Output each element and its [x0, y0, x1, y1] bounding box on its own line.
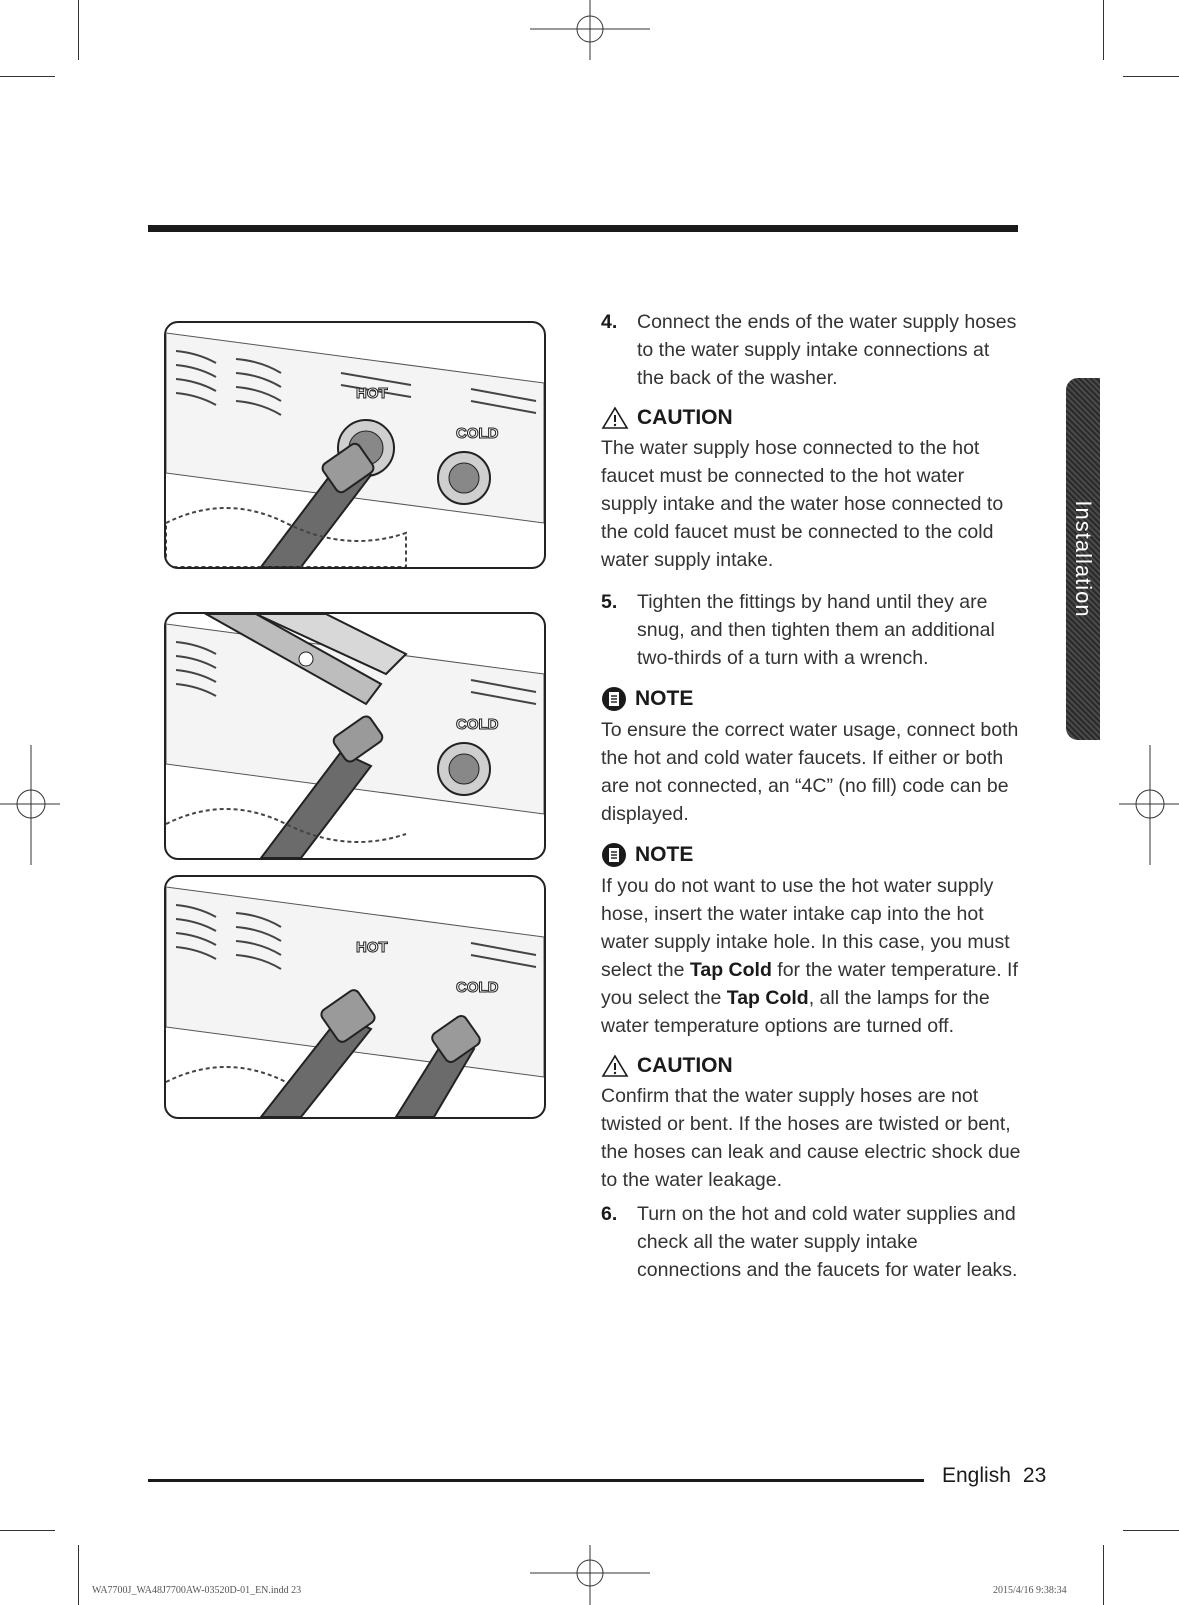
- step-number: 6.: [601, 1203, 618, 1225]
- step-5: [601, 588, 1021, 672]
- footer-language: English: [942, 1464, 1011, 1487]
- note-icon: [601, 686, 627, 712]
- caution-body: The water supply hose connected to the hot faucet must be connected to the hot water supply intake and the water hose connected to the cold faucet must be connected to the cold water supply intake.: [601, 437, 1004, 571]
- crop-mark: [1123, 76, 1179, 77]
- caution-title: CAUTION: [637, 1054, 733, 1077]
- step-number: 4.: [601, 311, 618, 333]
- note-body: To ensure the correct water usage, connect both the hot and cold water faucets. If either or both are not connected, an “4C” (no fill) code can be displayed.: [601, 719, 1019, 825]
- instructions-column: [601, 308, 1021, 1284]
- step-text: Connect the ends of the water supply hoses to the water supply intake connections at the back of the washer.: [637, 311, 1017, 389]
- crop-mark: [1103, 1545, 1104, 1605]
- figure-hoses-connected: [164, 321, 546, 569]
- registration-mark-right: [1119, 745, 1179, 865]
- note-body-tap-cold: [601, 872, 1021, 1040]
- note-title: NOTE: [635, 687, 694, 710]
- warning-triangle-icon: [601, 1054, 629, 1078]
- registration-mark-left: [0, 745, 60, 865]
- caution-heading: [601, 406, 1021, 430]
- section-side-tab: [1066, 378, 1100, 740]
- note-heading: [601, 842, 1021, 868]
- note-text: for the water temperature. If you select the: [601, 959, 1018, 1009]
- page-footer: [942, 1464, 1046, 1488]
- caution-title: CAUTION: [637, 406, 733, 429]
- crop-mark: [0, 76, 55, 77]
- note-heading: [601, 686, 1021, 712]
- registration-mark-bottom: [530, 1545, 650, 1605]
- figure-wrench-tighten: [164, 612, 546, 860]
- crop-mark: [1123, 1530, 1179, 1531]
- illustration-hose-connect: [166, 323, 544, 567]
- illustration-both-hoses: [166, 877, 544, 1117]
- print-slug-file: WA7700J_WA48J7700AW-03520D-01_EN.indd 23: [92, 1585, 302, 1596]
- crop-mark: [78, 0, 79, 60]
- note-text: If you do not want to use the hot water supply hose, insert the water intake cap into the hot water supply intake hole. In this case, you must select the: [601, 875, 1010, 981]
- cold-label: COLD: [456, 425, 499, 442]
- step-6: [601, 1200, 1021, 1284]
- caution-heading: [601, 1054, 1021, 1078]
- page-number: 23: [1022, 1464, 1047, 1487]
- warning-triangle-icon: [601, 406, 629, 430]
- crop-mark: [0, 1530, 55, 1531]
- step-4: [601, 308, 1021, 392]
- hot-label: HOT: [356, 939, 388, 956]
- registration-mark-top: [530, 0, 650, 60]
- header-rule: [148, 225, 1018, 232]
- hot-label: HOT: [356, 385, 388, 402]
- note-icon: [601, 842, 627, 868]
- caution-body: Confirm that the water supply hoses are not twisted or bent. If the hoses are twisted or bent, the hoses can leak and cause electric shock due to the water leakage.: [601, 1085, 1021, 1191]
- print-slug-timestamp: 2015/4/16 9:38:34: [993, 1585, 1067, 1596]
- step-number: 5.: [601, 591, 618, 613]
- illustration-wrench: [166, 614, 544, 858]
- section-tab-label: Installation: [1071, 500, 1096, 618]
- step-text: Tighten the fittings by hand until they are snug, and then tighten them an additional two-thirds of a turn with a wrench.: [637, 591, 995, 669]
- cold-label: COLD: [456, 979, 499, 996]
- tap-cold-term: Tap Cold: [689, 959, 772, 981]
- figure-both-hoses: [164, 875, 546, 1119]
- crop-mark: [1103, 0, 1104, 60]
- tap-cold-term: Tap Cold: [726, 987, 809, 1009]
- note-title: NOTE: [635, 843, 694, 866]
- footer-rule: [148, 1479, 924, 1482]
- crop-mark: [78, 1545, 79, 1605]
- cold-label: COLD: [456, 716, 499, 733]
- step-text: Turn on the hot and cold water supplies and check all the water supply intake connections and the faucets for water leaks.: [637, 1203, 1018, 1281]
- note-text: , all the lamps for the water temperature options are turned off.: [601, 987, 990, 1037]
